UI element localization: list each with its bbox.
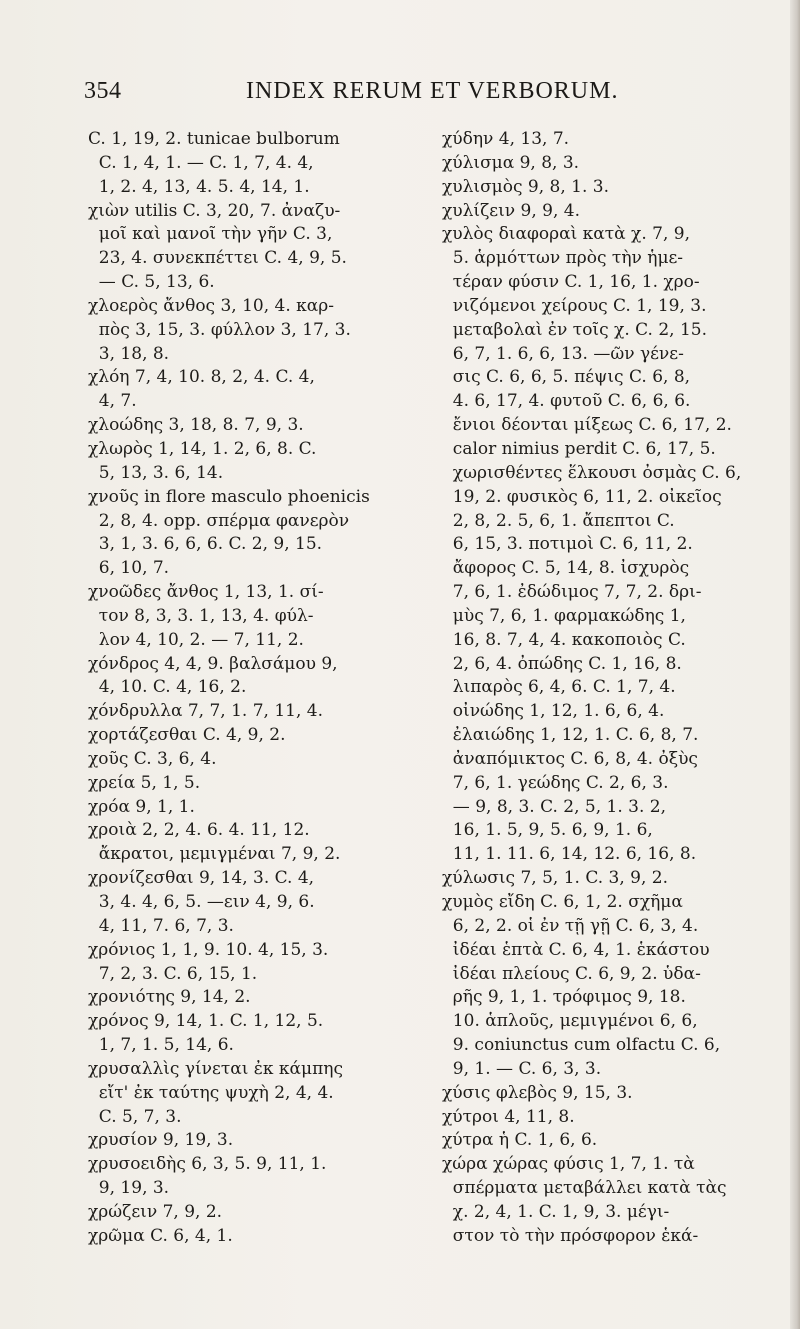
index-line: χύδην 4, 13, 7.: [442, 129, 570, 149]
index-line: χνοῦς in flore masculo phoenicis: [88, 486, 370, 507]
index-line: 5. ἁρμόττων πρὸς τὴν ἡμε-: [442, 248, 684, 269]
index-line: 7, 6, 1. ἐδώδιμος 7, 7, 2. δρι-: [442, 582, 702, 603]
index-line: 5, 13, 3. 6, 14.: [88, 462, 224, 483]
index-line: χύλισμα 9, 8, 3.: [442, 152, 580, 173]
index-line: χύλωσις 7, 5, 1. C. 3, 9, 2.: [442, 868, 669, 889]
index-line: 6, 10, 7.: [88, 558, 170, 579]
index-line: οἰνώδης 1, 12, 1. 6, 6, 4.: [442, 701, 665, 722]
index-line: χρυσίον 9, 19, 3.: [88, 1130, 234, 1151]
index-line: ἔνιοι δέονται μίξεως C. 6, 17, 2.: [442, 415, 732, 436]
page-number: 354: [84, 78, 122, 104]
index-line: χρυσοειδὴς 6, 3, 5. 9, 11, 1.: [88, 1154, 327, 1175]
index-line: χρόνιος 1, 1, 9. 10. 4, 15, 3.: [88, 939, 329, 960]
index-line: χώρα χώρας φύσις 1, 7, 1. τὰ: [442, 1154, 695, 1175]
index-line: ἄκρατοι, μεμιγμέναι 7, 9, 2.: [88, 844, 341, 865]
index-line: στον τὸ τὴν πρόσφορον ἑκά-: [442, 1225, 699, 1246]
index-line: χλωρὸς 1, 14, 1. 2, 6, 8. C.: [88, 438, 317, 459]
index-line: χροιὰ 2, 2, 4. 6. 4. 11, 12.: [88, 820, 310, 841]
index-line: χρῶμα C. 6, 4, 1.: [88, 1225, 233, 1246]
index-line: C. 5, 7, 3.: [88, 1106, 182, 1127]
index-line: χυλὸς διαφοραὶ κατὰ χ. 7, 9,: [442, 224, 690, 245]
index-line: τέραν φύσιν C. 1, 16, 1. χρο-: [442, 272, 700, 293]
index-line: 9, 19, 3.: [88, 1178, 170, 1199]
index-line: 3, 4. 4, 6, 5. —ειν 4, 9, 6.: [88, 892, 315, 912]
index-line: μεταβολαὶ ἐν τοῖς χ. C. 2, 15.: [442, 319, 708, 340]
index-line: 11, 1. 11. 6, 14, 12. 6, 16, 8.: [442, 844, 697, 865]
index-line: 6, 2, 2. οἱ ἐν τῇ γῇ C. 6, 3, 4.: [442, 915, 699, 936]
index-line: σπέρματα μεταβάλλει κατὰ τὰς: [442, 1178, 727, 1199]
index-line: 2, 6, 4. ὀπώδης C. 1, 16, 8.: [442, 653, 682, 674]
page-header: [84, 78, 764, 114]
index-line: λον 4, 10, 2. — 7, 11, 2.: [88, 629, 304, 650]
index-line: ἰδέαι ἑπτὰ C. 6, 4, 1. ἑκάστου: [442, 939, 710, 960]
index-line: 19, 2. φυσικὸς 6, 11, 2. οἰκεῖος: [442, 486, 722, 507]
index-line: σις C. 6, 6, 5. πέψις C. 6, 8,: [442, 367, 691, 388]
index-line: 6, 7, 1. 6, 6, 13. —ῶν γένε-: [442, 343, 684, 364]
index-line: 4, 11, 7. 6, 7, 3.: [88, 915, 234, 936]
index-line: χρόα 9, 1, 1.: [88, 796, 195, 817]
index-line: χνοῶδες ἄνθος 1, 13, 1. σί-: [88, 582, 324, 603]
running-head: INDEX RERUM ET VERBORUM.: [246, 78, 619, 104]
index-line: χωρισθέντες ἕλκουσι ὀσμὰς C. 6,: [442, 462, 742, 483]
index-line: χρυσαλλὶς γίνεται ἐκ κάμπης: [88, 1058, 343, 1079]
index-line: 2, 8, 4. opp. σπέρμα φανερὸν: [88, 510, 350, 531]
index-line: μὺς 7, 6, 1. φαρμακώδης 1,: [442, 605, 686, 626]
index-line: χλόη 7, 4, 10. 8, 2, 4. C. 4,: [88, 367, 315, 388]
index-line: χρόνος 9, 14, 1. C. 1, 12, 5.: [88, 1011, 324, 1032]
index-line: χ. 2, 4, 1. C. 1, 9, 3. μέγι-: [442, 1201, 670, 1222]
index-line: 7, 2, 3. C. 6, 15, 1.: [88, 963, 258, 984]
index-line: νιζόμενοι χείρους C. 1, 19, 3.: [442, 295, 707, 316]
index-column-left: [88, 128, 428, 1249]
index-line: χόνδρυλλα 7, 7, 1. 7, 11, 4.: [88, 701, 324, 722]
index-line: χρονιότης 9, 14, 2.: [88, 987, 251, 1008]
index-line: 2, 8, 2. 5, 6, 1. ἄπεπτοι C.: [442, 510, 675, 531]
index-line: 7, 6, 1. γεώδης C. 2, 6, 3.: [442, 772, 669, 793]
index-line: ἀναπόμικτος C. 6, 8, 4. ὀξὺς: [442, 748, 698, 769]
index-line: χυλισμὸς 9, 8, 1. 3.: [442, 176, 609, 197]
index-line: χορτάζεσθαι C. 4, 9, 2.: [88, 725, 286, 746]
index-line: — 9, 8, 3. C. 2, 5, 1. 3. 2,: [442, 796, 667, 817]
index-line: ἰδέαι πλείους C. 6, 9, 2. ὑδα-: [442, 963, 701, 984]
index-line: 6, 15, 3. ποτιμοὶ C. 6, 11, 2.: [442, 534, 693, 555]
index-line: μοῖ καὶ μανοῖ τὴν γῆν C. 3,: [88, 224, 333, 245]
index-line: C. 1, 4, 1. — C. 1, 7, 4. 4,: [88, 152, 314, 173]
index-line: 1, 2. 4, 13, 4. 5. 4, 14, 1.: [88, 176, 310, 197]
index-line: 3, 18, 8.: [88, 343, 170, 364]
index-line: ἄφορος C. 5, 14, 8. ἰσχυρὸς: [442, 558, 690, 579]
index-line: χλοερὸς ἄνθος 3, 10, 4. καρ-: [88, 295, 335, 316]
index-line: χυμὸς εἴδη C. 6, 1, 2. σχῆμα: [442, 892, 683, 912]
index-line: 10. ἁπλοῦς, μεμιγμένοι 6, 6,: [442, 1011, 698, 1032]
index-line: 4, 10. C. 4, 16, 2.: [88, 677, 247, 698]
index-line: χύτρα ἡ C. 1, 6, 6.: [442, 1130, 598, 1151]
index-line: C. 1, 19, 2. tunicae bulborum: [88, 129, 340, 149]
index-line: χοῦς C. 3, 6, 4.: [88, 748, 217, 769]
index-line: χρονίζεσθαι 9, 14, 3. C. 4,: [88, 868, 315, 889]
index-line: 23, 4. συνεκπέττει C. 4, 9, 5.: [88, 248, 347, 269]
index-column-right: [442, 128, 792, 1249]
index-line: εἴτ' ἐκ ταύτης ψυχὴ 2, 4, 4.: [88, 1082, 334, 1103]
index-line: 4. 6, 17, 4. φυτοῦ C. 6, 6, 6.: [442, 391, 691, 412]
index-line: 9. coniunctus cum olfactu C. 6,: [442, 1035, 721, 1056]
index-line: τον 8, 3, 3. 1, 13, 4. φύλ-: [88, 605, 314, 626]
index-line: χόνδρος 4, 4, 9. βαλσάμου 9,: [88, 653, 338, 674]
index-line: 9, 1. — C. 6, 3, 3.: [442, 1058, 602, 1079]
index-line: ἐλαιώδης 1, 12, 1. C. 6, 8, 7.: [442, 725, 699, 746]
index-line: λιπαρὸς 6, 4, 6. C. 1, 7, 4.: [442, 677, 676, 698]
index-line: χιὼν utilis C. 3, 20, 7. ἀναζυ-: [88, 200, 341, 221]
index-line: χλοώδης 3, 18, 8. 7, 9, 3.: [88, 415, 304, 436]
index-line: χρώζειν 7, 9, 2.: [88, 1201, 223, 1222]
index-line: πὸς 3, 15, 3. φύλλον 3, 17, 3.: [88, 319, 351, 340]
index-line: 1, 7, 1. 5, 14, 6.: [88, 1035, 234, 1056]
index-line: calor nimius perdit C. 6, 17, 5.: [442, 438, 716, 459]
index-line: 16, 1. 5, 9, 5. 6, 9, 1. 6,: [442, 820, 653, 841]
index-line: ρῆς 9, 1, 1. τρόφιμος 9, 18.: [442, 987, 686, 1008]
index-line: — C. 5, 13, 6.: [88, 272, 215, 293]
index-line: 4, 7.: [88, 391, 137, 412]
index-line: 16, 8. 7, 4, 4. κακοποιὸς C.: [442, 629, 686, 650]
index-line: χυλίζειν 9, 9, 4.: [442, 200, 580, 221]
page-edge: [790, 0, 800, 1329]
index-line: χύσις φλεβὸς 9, 15, 3.: [442, 1082, 633, 1103]
index-line: χρεία 5, 1, 5.: [88, 772, 201, 793]
index-line: 3, 1, 3. 6, 6, 6. C. 2, 9, 15.: [88, 534, 323, 555]
index-line: χύτροι 4, 11, 8.: [442, 1106, 575, 1127]
